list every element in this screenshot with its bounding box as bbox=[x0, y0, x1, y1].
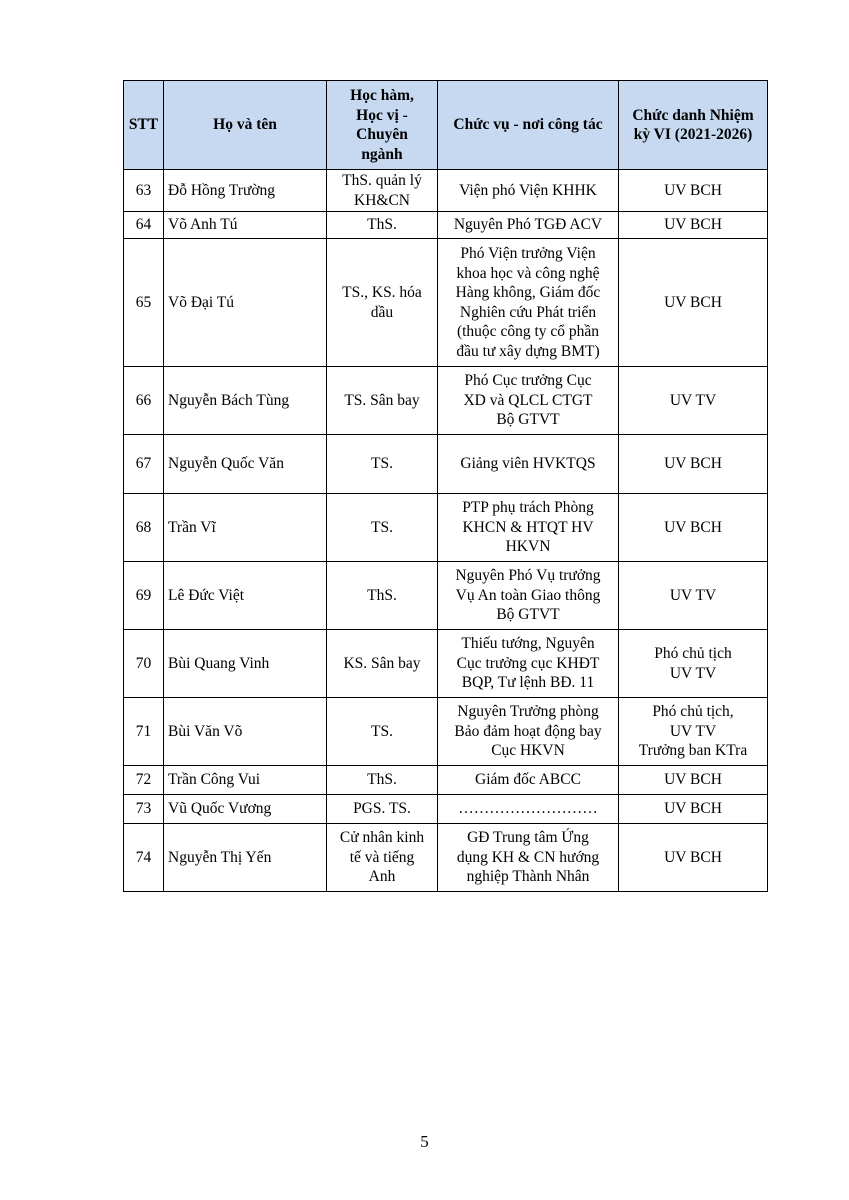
header-row bbox=[124, 81, 768, 170]
cell-title: UV BCH bbox=[619, 494, 768, 562]
cell-position: Viện phó Viện KHHK bbox=[438, 170, 619, 212]
cell-name: Bùi Quang Vinh bbox=[164, 630, 327, 698]
cell-title: UV TV bbox=[619, 367, 768, 435]
cell-degree: KS. Sân bay bbox=[327, 630, 438, 698]
cell-stt: 72 bbox=[124, 766, 164, 795]
cell-name: Nguyễn Bách Tùng bbox=[164, 367, 327, 435]
cell-stt: 63 bbox=[124, 170, 164, 212]
cell-degree: TS. bbox=[327, 435, 438, 494]
cell-stt: 71 bbox=[124, 698, 164, 766]
cell-name: Nguyễn Thị Yến bbox=[164, 824, 327, 892]
table-row bbox=[124, 766, 768, 795]
header-stt: STT bbox=[124, 81, 164, 170]
cell-degree: Cử nhân kinh tế và tiếng Anh bbox=[327, 824, 438, 892]
cell-degree: ThS. bbox=[327, 766, 438, 795]
cell-stt: 66 bbox=[124, 367, 164, 435]
cell-degree: TS. bbox=[327, 698, 438, 766]
cell-position: Giảng viên HVKTQS bbox=[438, 435, 619, 494]
table-body bbox=[124, 170, 768, 892]
cell-position: Nguyên Trưởng phòng Bảo đảm hoạt động bay Cục HKVN bbox=[438, 698, 619, 766]
table-row bbox=[124, 170, 768, 212]
table-row bbox=[124, 562, 768, 630]
members-table bbox=[123, 80, 768, 892]
table-row bbox=[124, 494, 768, 562]
cell-position: Giám đốc ABCC bbox=[438, 766, 619, 795]
cell-title: UV TV bbox=[619, 562, 768, 630]
cell-title: UV BCH bbox=[619, 170, 768, 212]
cell-name: Bùi Văn Võ bbox=[164, 698, 327, 766]
cell-degree: ThS. bbox=[327, 212, 438, 239]
cell-stt: 67 bbox=[124, 435, 164, 494]
cell-degree: ThS. quản lý KH&CN bbox=[327, 170, 438, 212]
cell-stt: 70 bbox=[124, 630, 164, 698]
header-degree: Học hàm, Học vị - Chuyên ngành bbox=[327, 81, 438, 170]
cell-name: Vũ Quốc Vương bbox=[164, 795, 327, 824]
table-row bbox=[124, 435, 768, 494]
cell-name: Võ Đại Tú bbox=[164, 239, 327, 367]
cell-title: UV BCH bbox=[619, 795, 768, 824]
cell-stt: 69 bbox=[124, 562, 164, 630]
table-row bbox=[124, 630, 768, 698]
cell-title: UV BCH bbox=[619, 824, 768, 892]
cell-name: Lê Đức Việt bbox=[164, 562, 327, 630]
table-row bbox=[124, 212, 768, 239]
cell-title: Phó chủ tịch, UV TV Trưởng ban KTra bbox=[619, 698, 768, 766]
cell-degree: ThS. bbox=[327, 562, 438, 630]
cell-name: Trần Công Vui bbox=[164, 766, 327, 795]
cell-name: Đỗ Hồng Trường bbox=[164, 170, 327, 212]
table-row bbox=[124, 239, 768, 367]
page-number: 5 bbox=[420, 1132, 429, 1151]
cell-position: Thiếu tướng, Nguyên Cục trưởng cục KHĐT BQP, Tư lệnh BĐ. 11 bbox=[438, 630, 619, 698]
cell-position: GĐ Trung tâm Ứng dụng KH & CN hướng nghiệp Thành Nhân bbox=[438, 824, 619, 892]
table-row bbox=[124, 698, 768, 766]
cell-stt: 68 bbox=[124, 494, 164, 562]
cell-title: Phó chủ tịch UV TV bbox=[619, 630, 768, 698]
cell-position: Phó Viện trưởng Viện khoa học và công nghệ Hàng không, Giám đốc Nghiên cứu Phát triển (thuộc công ty cổ phần đầu tư xây dựng BMT) bbox=[438, 239, 619, 367]
cell-position: PTP phụ trách Phòng KHCN & HTQT HV HKVN bbox=[438, 494, 619, 562]
cell-degree: PGS. TS. bbox=[327, 795, 438, 824]
cell-position: Phó Cục trưởng Cục XD và QLCL CTGT Bộ GTVT bbox=[438, 367, 619, 435]
table-row bbox=[124, 824, 768, 892]
table-row bbox=[124, 367, 768, 435]
cell-position: ……………………… bbox=[438, 795, 619, 824]
cell-position: Nguyên Phó Vụ trưởng Vụ An toàn Giao thông Bộ GTVT bbox=[438, 562, 619, 630]
cell-degree: TS., KS. hóa dầu bbox=[327, 239, 438, 367]
cell-stt: 73 bbox=[124, 795, 164, 824]
cell-name: Trần Vĩ bbox=[164, 494, 327, 562]
cell-stt: 74 bbox=[124, 824, 164, 892]
cell-title: UV BCH bbox=[619, 212, 768, 239]
cell-position: Nguyên Phó TGĐ ACV bbox=[438, 212, 619, 239]
header-title: Chức danh Nhiệm kỳ VI (2021-2026) bbox=[619, 81, 768, 170]
cell-stt: 64 bbox=[124, 212, 164, 239]
cell-degree: TS. bbox=[327, 494, 438, 562]
cell-name: Võ Anh Tú bbox=[164, 212, 327, 239]
header-name: Họ và tên bbox=[164, 81, 327, 170]
table-row bbox=[124, 795, 768, 824]
cell-stt: 65 bbox=[124, 239, 164, 367]
cell-degree: TS. Sân bay bbox=[327, 367, 438, 435]
cell-title: UV BCH bbox=[619, 766, 768, 795]
cell-name: Nguyễn Quốc Văn bbox=[164, 435, 327, 494]
cell-title: UV BCH bbox=[619, 239, 768, 367]
header-position: Chức vụ - nơi công tác bbox=[438, 81, 619, 170]
cell-title: UV BCH bbox=[619, 435, 768, 494]
